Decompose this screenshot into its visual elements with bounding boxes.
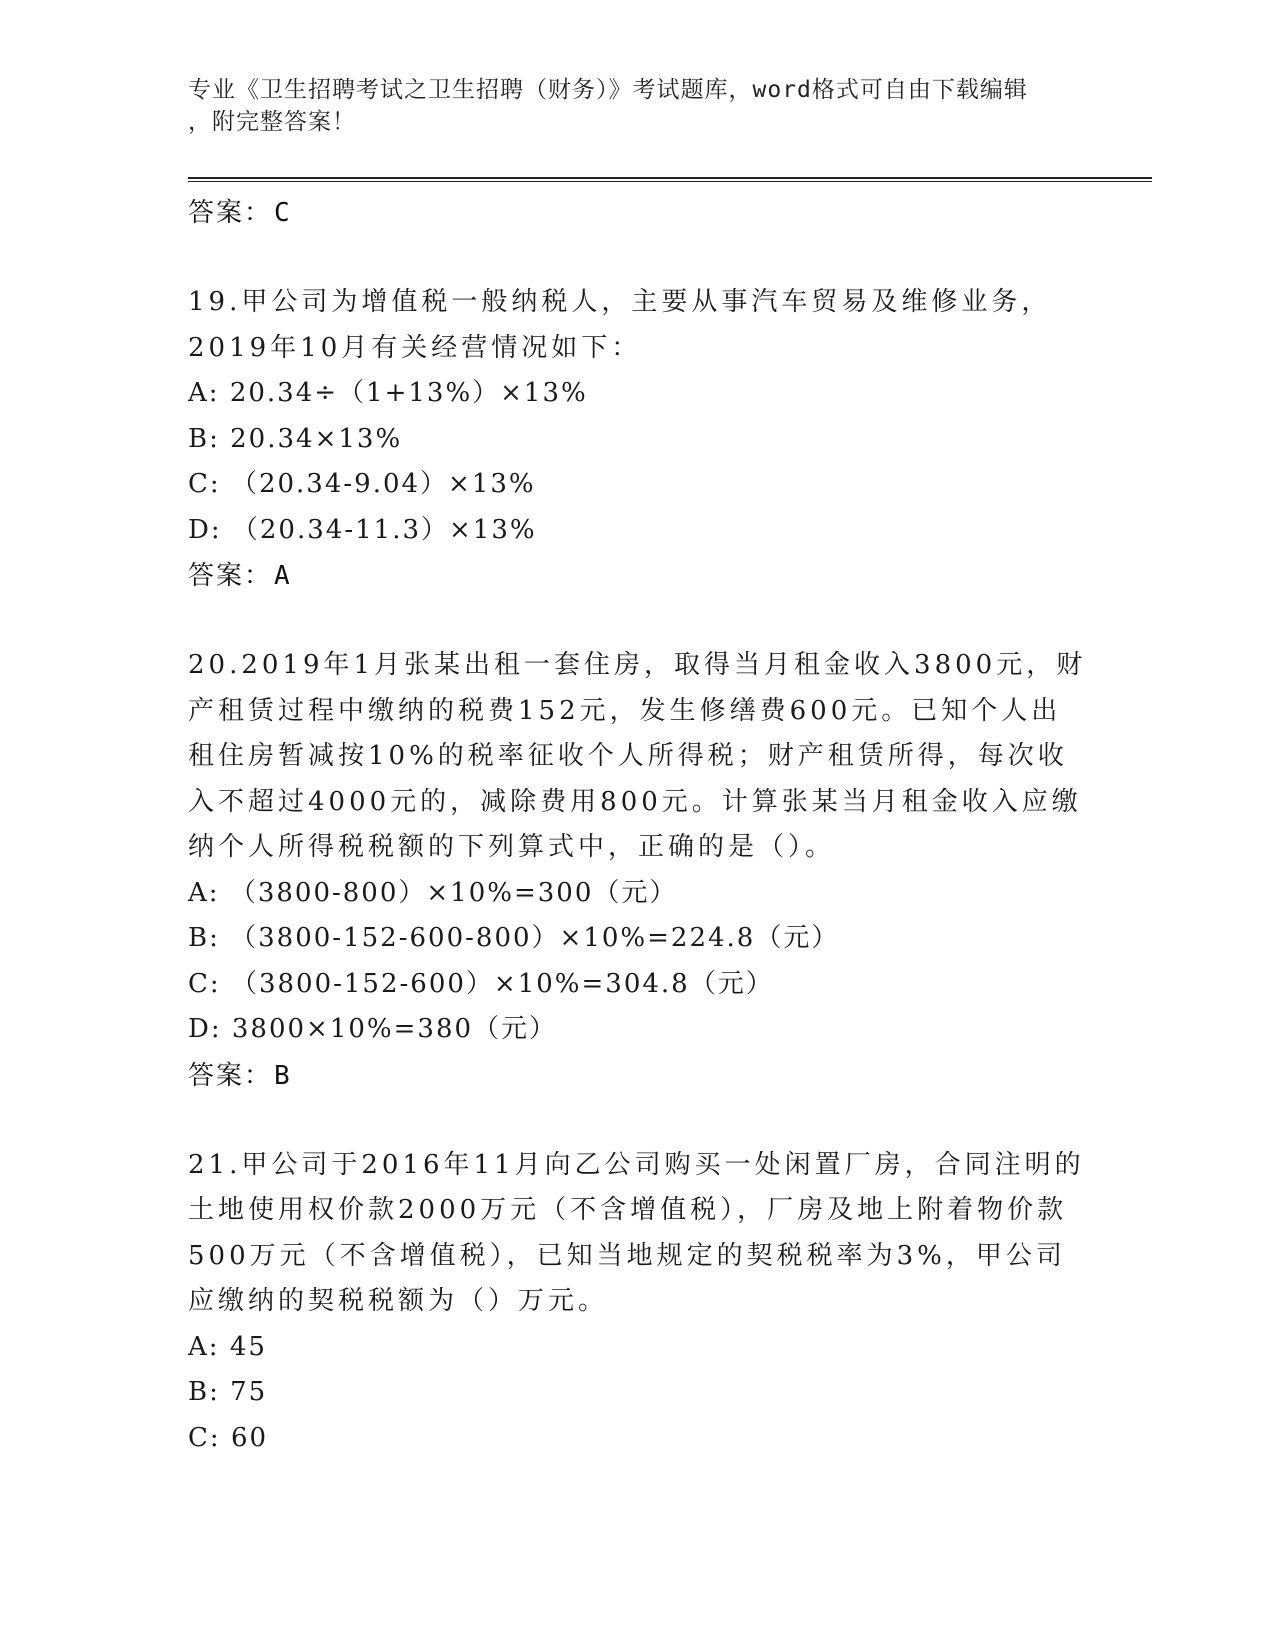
answer-label: 答案：	[188, 561, 273, 591]
header-line-2: ，附完整答案！	[188, 109, 356, 135]
option-letter: C	[188, 968, 210, 999]
answer-label: 答案：	[188, 198, 273, 228]
page-header	[188, 74, 1068, 138]
option-letter: B	[188, 923, 210, 953]
answer-line	[188, 553, 1088, 599]
answer-line	[188, 190, 1088, 236]
option-separator: :	[209, 923, 231, 953]
answer-value: C	[274, 198, 292, 228]
option-letter: A	[188, 877, 209, 908]
option-text: 3800×10%=380（元）	[231, 1014, 558, 1044]
option-text: （3800-152-600）×10%=304.8（元）	[230, 968, 774, 999]
option-text: （20.34-9.04）×13%	[230, 469, 536, 499]
option-text: （3800-152-600-800）×10%=224.8（元）	[230, 923, 840, 953]
option-text: （3800-800）×10%=300（元）	[229, 877, 678, 908]
option-text: （20.34-11.3）×13%	[231, 514, 537, 545]
option-b	[188, 417, 1088, 463]
spacer	[188, 1099, 1088, 1143]
option-text: 20.34÷（1+13%）×13%	[229, 378, 588, 408]
option-d	[188, 1007, 1088, 1053]
option-letter: B	[188, 423, 210, 454]
header-divider-thin	[188, 181, 1152, 182]
option-separator: :	[208, 378, 230, 408]
option-b	[188, 916, 1088, 962]
option-b	[188, 1370, 1088, 1416]
option-letter: B	[188, 1377, 210, 1407]
option-text: 75	[230, 1377, 268, 1407]
option-c	[188, 962, 1088, 1008]
option-separator: :	[210, 514, 232, 545]
option-separator: :	[209, 1422, 231, 1453]
option-separator: :	[208, 1331, 230, 1362]
question-text: 21.甲公司于2016年11月向乙公司购买一处闲置厂房，合同注明的土地使用权价款2000万元（不含增值税），厂房及地上附着物价款500万元（不含增值税），已知当地规定的契税税率为3%，甲公司应缴纳的契税税额为（）万元。	[188, 1149, 1085, 1316]
option-letter: C	[188, 1422, 210, 1453]
option-c	[188, 1416, 1088, 1462]
option-text: 45	[229, 1331, 267, 1362]
option-text: 60	[230, 1422, 269, 1453]
option-separator: :	[209, 1377, 231, 1407]
question-list	[188, 190, 1088, 1461]
answer-value: A	[274, 561, 292, 591]
option-a	[188, 871, 1088, 917]
option-letter: D	[188, 1014, 211, 1044]
option-a	[188, 1325, 1088, 1371]
question-text: 20.2019年1月张某出租一套住房，取得当月租金收入3800元，财产租赁过程中缴纳的税费152元，发生修缮费600元。已知个人出租住房暂减按10%的税率征收个人所得税；财产租赁所得，每次收入不超过4000元的，减除费用800元。计算张某当月租金收入应缴纳个人所得税税额的下列算式中，正确的是（）。	[188, 650, 1087, 862]
option-separator: :	[209, 423, 231, 454]
option-letter: A	[188, 1331, 209, 1362]
spacer	[188, 236, 1088, 280]
option-letter: D	[188, 514, 211, 545]
option-c	[188, 462, 1088, 508]
spacer	[188, 599, 1088, 643]
option-separator: :	[208, 877, 230, 908]
option-separator: :	[209, 968, 231, 999]
option-text: 20.34×13%	[230, 423, 403, 454]
answer-label: 答案：	[188, 1060, 273, 1091]
option-separator: :	[210, 1014, 232, 1044]
option-separator: :	[209, 469, 231, 499]
option-d	[188, 508, 1088, 554]
question-text: 19.甲公司为增值税一般纳税人，主要从事汽车贸易及维修业务，2019年10月有关经营情况如下：	[188, 287, 1052, 363]
option-letter: A	[188, 378, 209, 408]
header-line-1: 专业《卫生招聘考试之卫生招聘（财务）》考试题库，word格式可自由下载编辑	[188, 77, 1028, 103]
option-letter: C	[188, 469, 210, 499]
option-a	[188, 371, 1088, 417]
header-divider-thick	[188, 177, 1152, 179]
answer-line	[188, 1053, 1088, 1099]
answer-value: B	[274, 1060, 292, 1091]
